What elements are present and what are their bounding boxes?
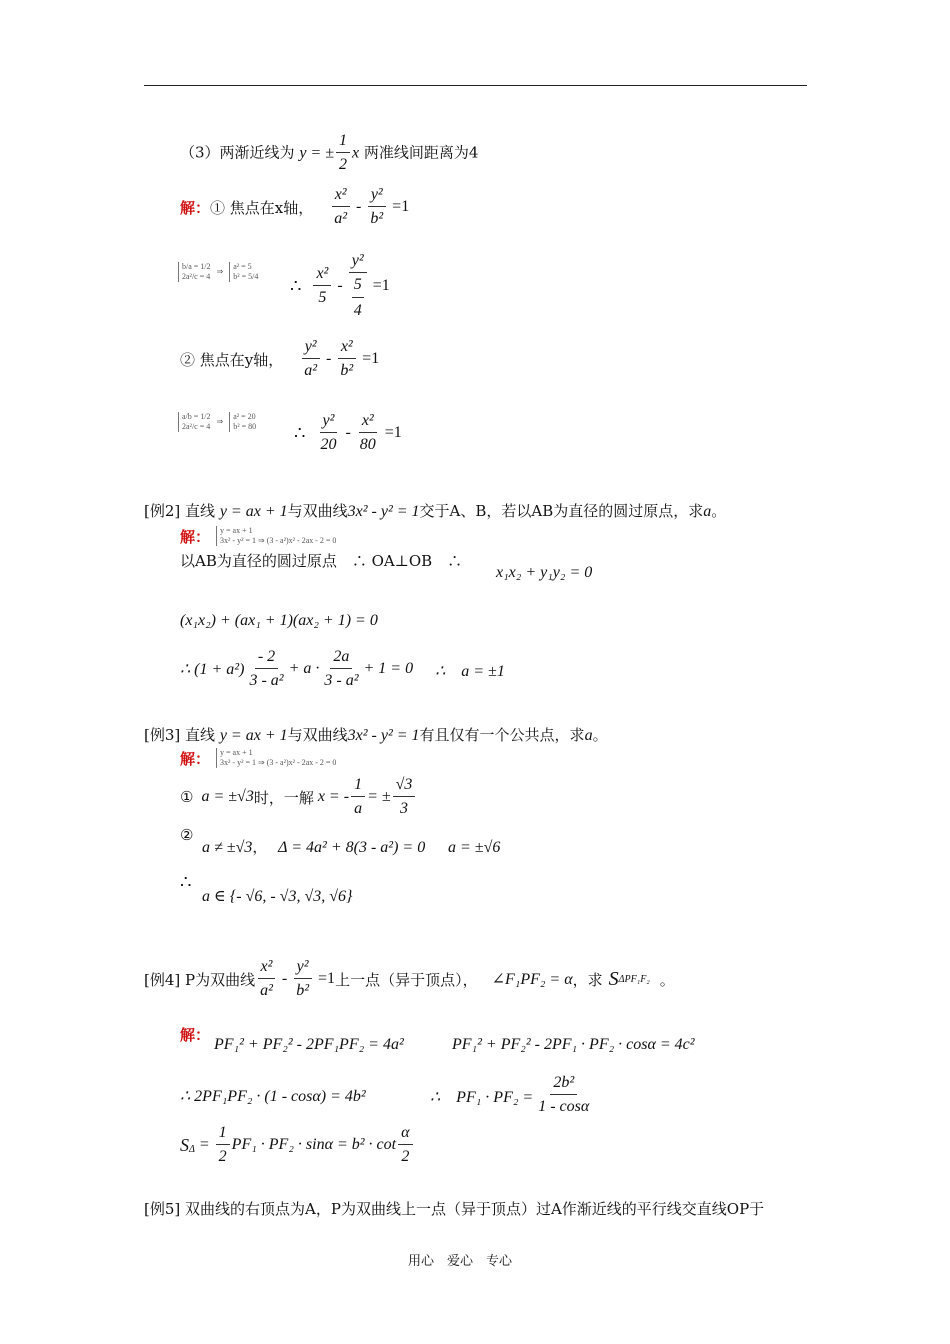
example-3-case-1: ① a = ±√3 时，一解 x = - $\frac{1}{a}$ = ± $\frac{√3}{3}$ (180, 776, 417, 819)
solution-y-axis: ② 焦点在y轴， $\frac{\text{y²}}{\text{a²}}$ - $\frac{\text{x²}}{\text{b²}}$ =1 (180, 338, 380, 380)
header-rule (144, 85, 807, 86)
example-2-heading: [例2] 直线 y = ax + 1与双曲线3x² - y² = 1交于A、B，若以AB为直径的圆过原点，求a。 (144, 502, 727, 520)
example-2-line-3: ∴ (1 + a²) $\frac{- 2}{\text{3 - a²}}$ + a · $\frac{2a}{\text{3 - a²}}$ + 1 = 0 ∴ a = ±1 (180, 648, 505, 690)
example-2-line-2: (x₁x₂) + (ax₁ + 1)(ax₂ + 1) = 0 (180, 612, 378, 629)
problem-3-label: （3）两渐近线为 (180, 143, 295, 162)
example-3-case-2-marker: ② (180, 826, 194, 844)
fraction: $\frac{1}{2}$ (336, 132, 350, 175)
example-3-result: a ∈ {- √6, - √3, √3, √6} (202, 888, 353, 905)
equation-system-2: a/b = 1/2 2a²/c = 4 ⇒ a² = 20 b² = 80 (178, 412, 256, 432)
asymptote-eq: y = ± (299, 144, 335, 162)
page-footer: 用心 爱心 专心 (408, 1254, 513, 1269)
example-4-line-1b: PF₁² + PF₂² - 2PF₁ · PF₂ · cosα = 4c² (452, 1036, 695, 1053)
example-3-solution-label: 解： y = ax + 1 3x² - y² = 1 ⇒ (3 - a²)x² - 2ax - 2 = 0 (180, 748, 337, 768)
solution-label: 解： (180, 198, 211, 217)
example-5-heading: [例5] 双曲线的右顶点为A，P为双曲线上一点（异于顶点）过A作渐近线的平行线交直线OP于 (144, 1200, 765, 1218)
solution-x-axis: 解： ① 焦点在x轴， $\frac{\text{x²}}{\text{a²}}$ - $\frac{\text{y²}}{\text{b²}}$ =1 (180, 186, 410, 228)
problem-3: （3）两渐近线为 y = ± $\frac{1}{2}$ x 两准线间距离为4 (180, 132, 479, 174)
example-2-line-1: 以AB为直径的圆过原点 ∴ OA⊥OB ∴ (180, 552, 463, 570)
example-4-line-3: S Δ = $\frac{1}{2}$ PF₁ · PF₂ · sinα = b² · cot $\frac{\alpha}{2}$ (180, 1124, 415, 1167)
example-3-case-2: a ≠ ±√3， Δ = 4a² + 8(3 - a²) = 0 a = ±√6 (202, 838, 501, 856)
example-3-therefore: ∴ (180, 872, 192, 893)
example-4-line-1a: PF₁² + PF₂² - 2PF₁PF₂ = 4a² (214, 1036, 404, 1053)
problem-3-tail: 两准线间距离为4 (363, 143, 479, 162)
example-2-line-1-eq: x₁x₂ + y₁y₂ = 0 (496, 564, 593, 581)
equation-system-1: b/a = 1/2 2a²/c = 4 ⇒ a² = 5 b² = 5/4 (178, 262, 258, 282)
example-2-solution-label: 解： y = ax + 1 3x² - y² = 1 ⇒ (3 - a²)x² - 2ax - 2 = 0 (180, 526, 337, 546)
example-4-solution-label: 解： (180, 1026, 211, 1044)
example-4-line-2a: ∴ 2PF₁PF₂ · (1 - cosα) = 4b² (180, 1088, 366, 1105)
example-4-heading: [例4] P为双曲线 $\frac{\text{x²}}{\text{a²}}$ - $\frac{\text{y²}}{\text{b²}}$ =1 上一点（异于顶点）， ∠F₁PF₂ = α ，求 S ΔPF₁F₂ 。 (144, 958, 675, 1000)
result-2: ∴ $\frac{\text{y²}}{20}$ - $\frac{\text{x²}}{80}$ =1 (294, 412, 402, 454)
example-4-line-2b: ∴ PF₁ · PF₂ = $\frac{\text{2b²}}{1 - \cos\alpha}$ (430, 1074, 590, 1116)
example-3-heading: [例3] 直线 y = ax + 1与双曲线3x² - y² = 1有且仅有一个公共点，求a。 (144, 726, 608, 744)
result-1: ∴ $\frac{\text{x²}}{5}$ - y² 5 4 =1 (290, 252, 390, 319)
